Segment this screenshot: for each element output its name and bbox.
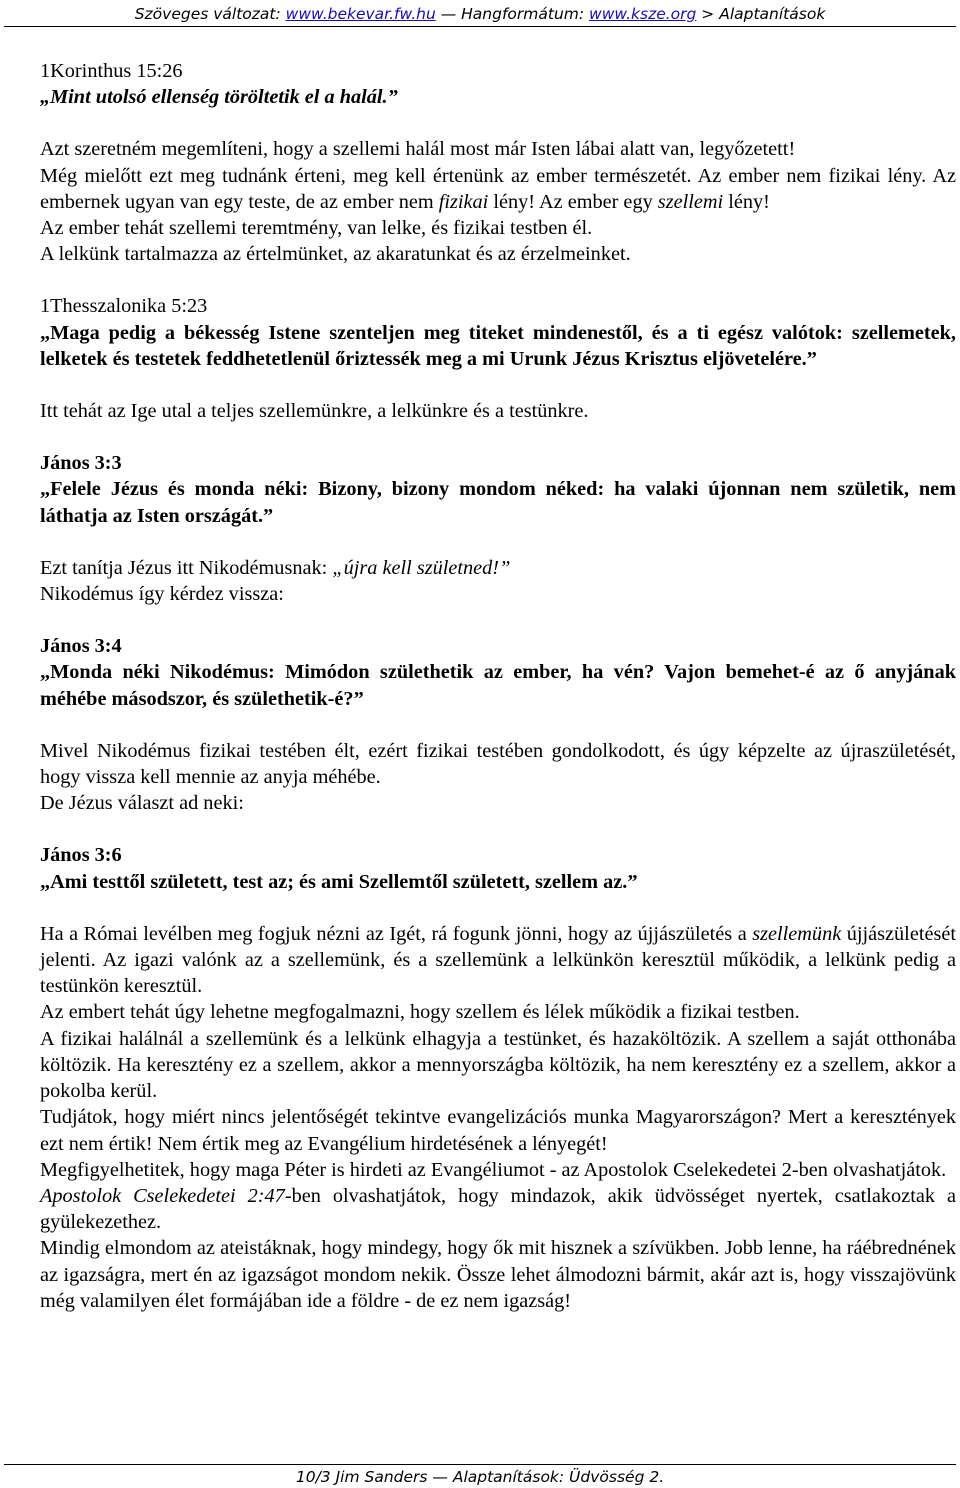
document-body	[4, 58, 956, 1314]
page-header	[0, 3, 960, 25]
emphasis: Apostolok Cselekedetei 2:47	[40, 1184, 285, 1207]
verse-reference: János 3:3	[40, 452, 122, 475]
breadcrumb-section: Alaptanítások	[719, 5, 826, 23]
verse-quote: „Ami testtől született, test az; és ami Szellemtől született, szellem az.”	[40, 870, 638, 893]
paragraph: Ezt tanítja Jézus itt Nikodémusnak: „újra kell születned!”	[40, 556, 511, 579]
paragraph: Mindig elmondom az ateistáknak, hogy mindegy, hogy ők mit hisznek a szívükben. Jobb lenne, ha ráébrednének az igazságra, mert én az igazságot mondom nekik. Össze lehet álmodozni bármit, akár azt is, hogy visszajövünk még valamilyen élet formájában ide a földre - de ez nem igazság!	[40, 1237, 956, 1312]
paragraph: Még mielőtt ezt meg tudnánk érteni, meg kell értenünk az ember természetét. Az ember nem fizikai lény. Az embernek ugyan van egy teste, de az ember nem fizikai lény! Az ember egy szellemi lény!	[40, 164, 956, 213]
verse-quote: „Maga pedig a békesség Istene szenteljen meg titeket mindenestől, és a ti egész valótok: szellemetek, lelketek és testetek feddhetetlenül őriztessék meg a mi Urunk Jézus Krisztus eljövetelére.”	[40, 321, 956, 370]
verse-quote: „Felele Jézus és monda néki: Bizony, bizony mondom néked: ha valaki újonnan nem születik, nem láthatja az Isten országát.”	[40, 478, 956, 527]
paragraph: Ha a Római levélben meg fogjuk nézni az Igét, rá fogunk jönni, hogy az újjászületés a szellemünk újjászületését jelenti. Az igazi valónk az a szellemünk, és a szellemünk a lelkünkön keresztül működik, a lelkünk pedig a testünkön keresztül.	[40, 922, 956, 998]
paragraph: Azt szeretném megemlíteni, hogy a szellemi halál most már Isten lábai alatt van, legyőzetett!	[40, 138, 796, 161]
verse-reference: 1Korinthus 15:26	[40, 60, 183, 82]
emphasis: fizikai	[438, 190, 489, 213]
verse-reference: 1Thesszalonika 5:23	[40, 295, 208, 318]
paragraph: Az ember tehát szellemi teremtmény, van lelke, és fizikai testben él.	[40, 217, 593, 240]
breadcrumb-arrow: >	[701, 5, 715, 23]
emphasis: szellemünk	[752, 922, 842, 945]
page-footer: 10/3 Jim Sanders — Alaptanítások: Üdvösség 2.	[295, 1468, 665, 1486]
verse-reference: János 3:6	[40, 844, 122, 867]
paragraph: Nikodémus így kérdez vissza:	[40, 583, 284, 606]
footer-divider	[4, 1464, 956, 1465]
emphasis: szellemi	[657, 190, 724, 213]
paragraph: A fizikai halálnál a szellemünk és a lelkünk elhagyja a testünket, és hazaköltözik. A szellem a saját otthonába költözik. Ha keresztény ez a szellem, akkor a mennyországba költözik, ha nem keresztény ez a szellem, akkor a pokolba kerül.	[40, 1027, 956, 1103]
paragraph: Apostolok Cselekedetei 2:47-ben olvashatjátok, hogy mindazok, akik üdvösséget nyertek, csatlakoztak a gyülekezethez.	[40, 1184, 956, 1234]
paragraph: Itt tehát az Ige utal a teljes szellemünkre, a lelkünkre és a testünkre.	[40, 400, 589, 423]
paragraph: A lelkünk tartalmazza az értelmünket, az akaratunkat és az érzelmeinket.	[40, 243, 631, 266]
verse-quote: „Monda néki Nikodémus: Mimódon születhetik az ember, ha vén? Vajon bemehet-é az ő anyjának méhébe másodszor, és születhetik-é?”	[40, 661, 956, 710]
bekevar-link[interactable]: www.bekevar.fw.hu	[285, 5, 436, 23]
verse-quote: „Mint utolsó ellenség töröltetik el a halál.”	[40, 86, 398, 109]
paragraph: Megfigyelhetitek, hogy maga Péter is hirdeti az Evangéliumot - az Apostolok Cselekedetei 2-ben olvashatjátok.	[40, 1158, 947, 1181]
paragraph: Mivel Nikodémus fizikai testében élt, ezért fizikai testében gondolkodott, és úgy képzelte az újraszületését, hogy vissza kell mennie az anyja méhébe.	[40, 739, 956, 789]
paragraph: Tudjátok, hogy miért nincs jelentőségét tekintve evangelizációs munka Magyarországon? Mert a keresztények ezt nem értik! Nem értik meg az Evangélium hirdetésének a lényegét!	[40, 1106, 956, 1155]
header-audio-label: Hangformátum:	[461, 5, 585, 23]
header-divider	[4, 26, 956, 27]
emphasis: „újra kell születned!”	[332, 556, 511, 579]
paragraph: De Jézus választ ad neki:	[40, 792, 244, 815]
header-separator: —	[440, 5, 457, 23]
paragraph: Az embert tehát úgy lehetne megfogalmazni, hogy szellem és lélek működik a fizikai testben.	[40, 1001, 800, 1024]
ksze-link[interactable]: www.ksze.org	[589, 5, 697, 23]
verse-reference: János 3:4	[40, 635, 122, 658]
header-text-label: Szöveges változat:	[134, 5, 281, 23]
